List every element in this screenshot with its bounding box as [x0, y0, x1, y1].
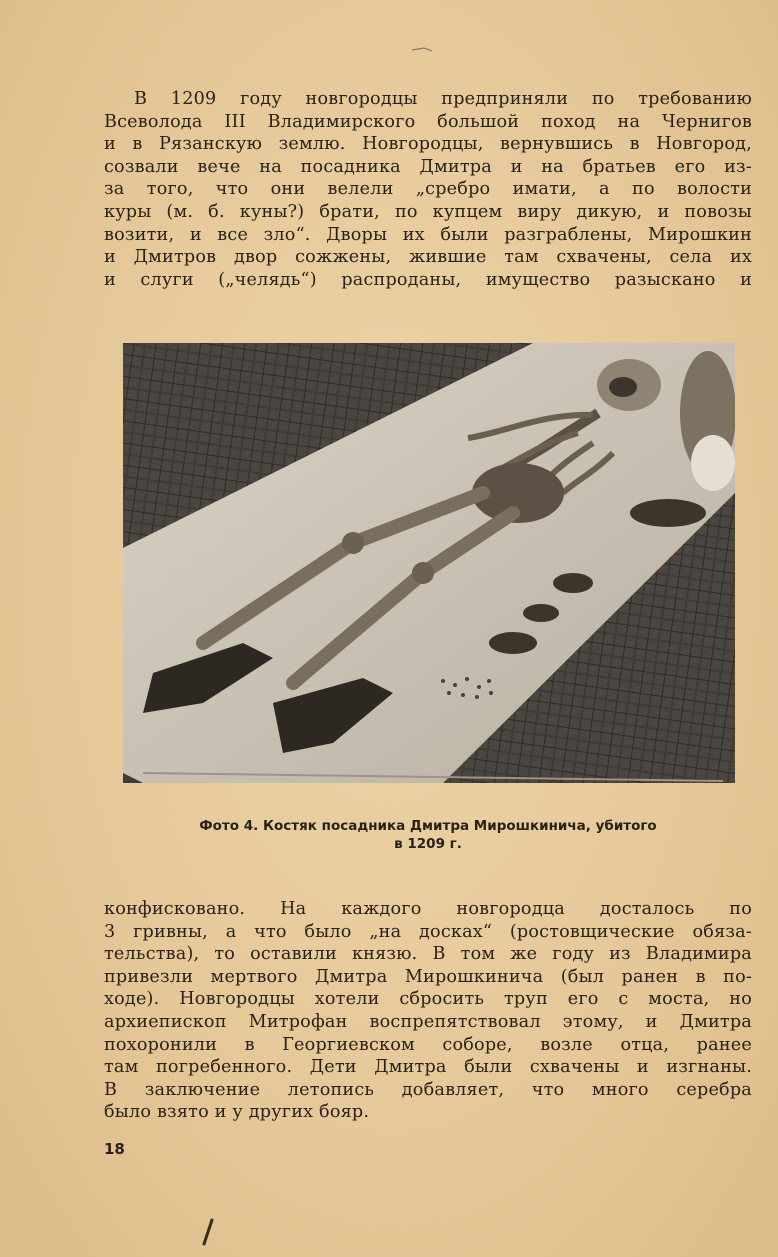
text-line: созвали вече на посадника Дмитра и на братьев его из-: [104, 156, 752, 177]
text-line: и слуги („челядь“) распроданы, имущество разыскано и: [104, 269, 752, 290]
photo-caption: [104, 817, 752, 853]
text-line: 3 гривны, а что было „на досках“ (ростовщические обяза-: [104, 921, 752, 942]
text-line: В 1209 году новгородцы предприняли по требованию: [134, 89, 752, 109]
text-line: Всеволода III Владимирского большой поход на Чернигов: [104, 111, 752, 132]
text-line: за того, что они велели „сребро имати, а по волости: [104, 179, 752, 200]
text-line: возити, и все зло“. Дворы их были разграблены, Мирошкин: [104, 224, 752, 245]
text-line: похоронили в Георгиевском соборе, возле отца, ранее: [104, 1034, 752, 1055]
pencil-mark: [198, 1218, 218, 1246]
paper-speck: [410, 44, 434, 54]
text-line: там погребенного. Дети Дмитра были схвачены и изгнаны.: [104, 1057, 752, 1078]
page-number: 18: [104, 1140, 125, 1158]
skeleton-photo: [123, 343, 735, 783]
text-line: и в Рязанскую землю. Новгородцы, вернувшись в Новгород,: [104, 134, 752, 155]
text-line: и Дмитров двор сожжены, жившие там схвачены, села их: [104, 247, 752, 268]
text-line: тельства), то оставили князю. В том же году из Владимира: [104, 944, 752, 965]
text-line: архиепископ Митрофан воспрепятствовал этому, и Дмитра: [104, 1011, 752, 1032]
text-line: конфисковано. На каждого новгородца досталось по: [104, 899, 752, 919]
caption-line: Фото 4. Костяк посадника Дмитра Мирошкинича, убитого: [199, 818, 657, 834]
caption-line: в 1209 г.: [394, 836, 462, 852]
text-line: куры (м. б. куны?) брати, по купцем виру дикую, и повозы: [104, 201, 752, 222]
text-line: было взято и у других бояр.: [104, 1102, 370, 1123]
text-line: привезли мертвого Дмитра Мирошкинича (был ранен в по-: [104, 966, 752, 987]
paragraph-bottom: [104, 898, 752, 1124]
paragraph-top: [104, 88, 752, 291]
text-line: ходе). Новгородцы хотели сбросить труп его с моста, но: [104, 989, 752, 1010]
text-line: В заключение летопись добавляет, что много серебра: [104, 1079, 752, 1100]
